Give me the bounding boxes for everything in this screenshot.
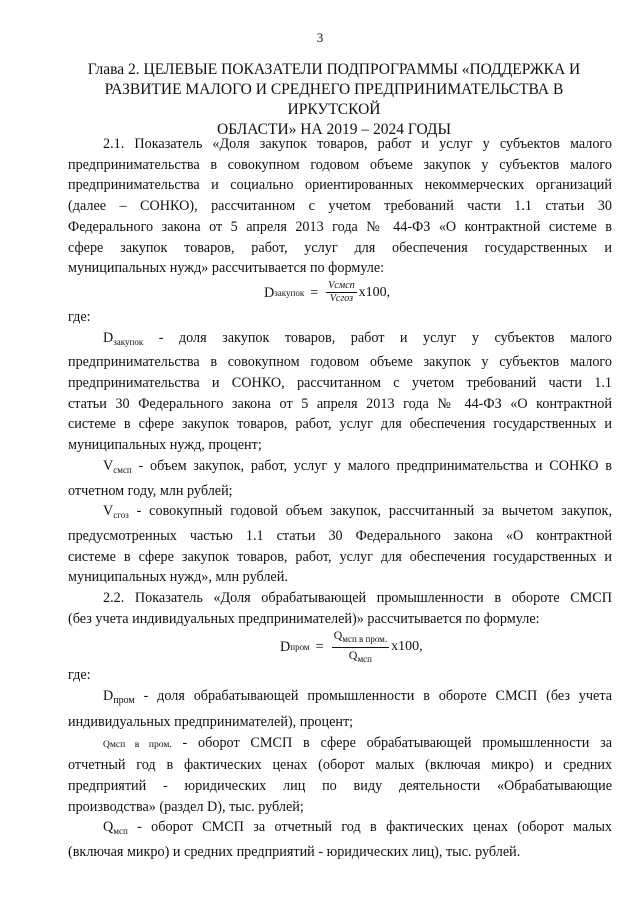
paragraph-line	[68, 328, 612, 353]
formula-numerator: Vсмсп	[328, 280, 355, 292]
paragraph-line: муниципальных нужд», млн рублей.	[68, 569, 288, 586]
formula-lhs-subscript: закупок	[274, 287, 305, 298]
formula-denominator: Vсгоз	[329, 293, 354, 305]
numerator-symbol: Q	[333, 627, 343, 642]
formula-equals: =	[315, 639, 324, 656]
definition-text: - объем закупок, работ, услуг у малого предпринимательства и СОНКО в	[131, 457, 612, 474]
paragraph-line: (включая микро) и средних предприятий - юридических лиц), тыс. рублей.	[68, 844, 521, 861]
paragraph-line: предпринимательства и СОНКО, рассчитанном с учетом требований части 1.1	[68, 375, 612, 392]
where-label: где:	[68, 667, 91, 684]
paragraph-2-1	[68, 134, 612, 279]
paragraph-line: предусмотренных частью 1.1 статьи 30 Федерального закона «О контрактной	[68, 527, 612, 544]
paragraph-line	[68, 686, 612, 712]
paragraph-line: предпринимательства и социально ориентированных некоммерческих организаций	[68, 177, 612, 194]
symbol-subscript: закупок	[113, 336, 144, 347]
paragraph-line: муниципальных нужд, процент;	[68, 437, 262, 454]
paragraph-line: (далее – СОНКО), рассчитанном с учетом требований части 1.1 статьи 30	[68, 198, 612, 215]
formula-lhs-subscript: пром	[290, 642, 310, 653]
formula-d-prom	[280, 629, 612, 665]
paragraph-line	[68, 817, 612, 842]
definition-text: - оборот СМСП в сфере обрабатывающей промышленности за	[171, 734, 612, 751]
denominator-symbol: Q	[348, 647, 358, 662]
symbol: D	[103, 329, 114, 346]
paragraph-line: 2.1. Показатель «Доля закупок товаров, работ и услуг у субъектов малого	[103, 136, 612, 152]
symbol-subscript: сгоз	[113, 510, 129, 521]
symbol: Q	[103, 819, 114, 836]
symbol-subscript: пром	[113, 695, 135, 707]
definition-text: - доля закупок товаров, работ и услуг у субъектов малого	[143, 329, 612, 346]
paragraph-line: отчетный год в фактических ценах (оборот малых (включая микро) и средних	[68, 757, 612, 774]
definition-d-zakupok	[68, 328, 612, 456]
symbol: D	[103, 688, 114, 705]
definition-v-smsp	[68, 456, 612, 501]
formula-d-zakupok	[264, 279, 612, 307]
definition-text: - доля обрабатывающей промышленности в обороте СМСП (без учета	[134, 688, 612, 705]
paragraph-line: системе в сфере закупок товаров, работ, услуг для обеспечения государственных и	[68, 416, 612, 433]
symbol-subscript: смсп	[113, 464, 132, 475]
formula-lhs: D	[264, 284, 275, 301]
paragraph-line	[68, 456, 612, 481]
paragraph-line: 2.2. Показатель «Доля обрабатывающей промышленности в обороте СМСП	[103, 590, 612, 607]
title-line-3: ОБЛАСТИ» НА 2019 – 2024 ГОДЫ	[217, 121, 451, 138]
numerator-subscript: мсп в пром.	[342, 633, 388, 644]
definition-text: - оборот СМСП за отчетный год в фактических ценах (оборот малых	[127, 819, 612, 836]
paragraph-line: отчетном году, млн рублей;	[68, 482, 233, 499]
document-body	[68, 134, 612, 863]
formula-multiplier: x100,	[391, 639, 423, 655]
where-label: где:	[68, 308, 91, 325]
page-number: 3	[316, 30, 324, 45]
paragraph-line: (без учета индивидуальных предпринимателей)» рассчитывается по формуле:	[68, 610, 540, 627]
definition-d-prom	[68, 686, 612, 732]
formula-fraction	[332, 628, 390, 667]
paragraph-line: производства» (раздел D), тыс. рублей;	[68, 798, 304, 815]
formula-fraction	[326, 280, 356, 305]
formula-lhs: D	[280, 639, 291, 656]
formula-denominator	[347, 648, 374, 667]
paragraph-line: статьи 30 Федерального закона от 5 апреля 2013 года № 44-ФЗ «О контрактной	[68, 395, 612, 412]
symbol-subscript: мсп в пром.	[109, 739, 172, 750]
title-line-2: РАЗВИТИЕ МАЛОГО И СРЕДНЕГО ПРЕДПРИНИМАТЕЛЬСТВА В ИРКУТСКОЙ	[104, 81, 564, 118]
chapter-title	[74, 60, 594, 140]
symbol: V	[103, 457, 114, 474]
paragraph-line	[68, 733, 612, 756]
paragraph-line: сфере закупок товаров, работ, услуг для обеспечения государственных и	[68, 239, 612, 256]
definition-v-sgoz	[68, 501, 612, 588]
paragraph-line: предпринимательства в совокупном годовом объеме закупок у субъектов малого	[68, 156, 612, 173]
formula-equals: =	[310, 284, 319, 301]
symbol: Q	[103, 739, 110, 750]
formula-multiplier: x100,	[358, 284, 391, 300]
symbol-subscript: мсп	[113, 826, 128, 837]
definition-q-prom	[68, 733, 612, 818]
paragraph-line: предпринимательства в совокупном годовом объеме закупок у субъектов малого	[68, 354, 612, 371]
formula-numerator	[332, 628, 390, 648]
definition-q-msp	[68, 817, 612, 862]
paragraph-line	[68, 501, 612, 526]
paragraph-line: муниципальных нужд» рассчитывается по формуле:	[68, 260, 385, 277]
denominator-subscript: мсп	[357, 653, 372, 664]
paragraph-line: Федерального закона от 5 апреля 2013 года № 44-ФЗ «О контрактной системе в	[68, 218, 612, 235]
paragraph-line: предприятий - юридических лиц по виду деятельности «Обрабатывающие	[68, 777, 612, 794]
paragraph-line: индивидуальных предпринимателей), процент;	[68, 713, 354, 730]
paragraph-line: системе в сфере закупок товаров, работ, услуг для обеспечения государственных и	[68, 548, 612, 565]
definition-text: - совокупный годовой объем закупок, рассчитанный за вычетом закупок,	[128, 503, 612, 520]
paragraph-2-2	[68, 588, 612, 629]
title-line-1: Глава 2. ЦЕЛЕВЫЕ ПОКАЗАТЕЛИ ПОДПРОГРАММЫ «ПОДДЕРЖКА И	[87, 61, 581, 78]
symbol: V	[103, 503, 114, 520]
